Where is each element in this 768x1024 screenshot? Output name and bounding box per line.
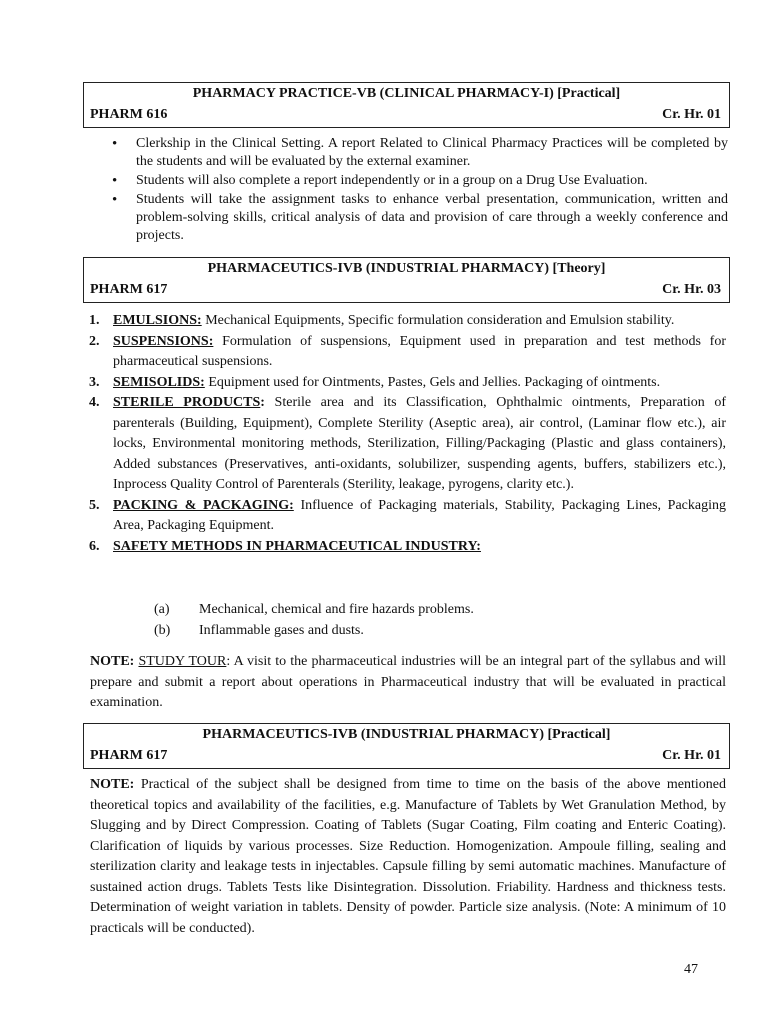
course-title: PHARMACY PRACTICE-VB (CLINICAL PHARMACY-I) [Practical] — [192, 86, 621, 101]
page-number: 47 — [684, 962, 698, 977]
topic-heading: STERILE PRODUCTS — [113, 395, 261, 410]
topic-text: Formulation of suspensions, Equipment used in preparation and test methods for pharmaceutical suspensions. — [113, 333, 726, 369]
list-item — [89, 537, 726, 558]
list-item: • Students will take the assignment tasks to enhance verbal presentation, communication, written and problem-solving skills, critical analysis of data and provision of care through a weekly conference and projects. — [108, 191, 728, 245]
sub-item-letter: (b) — [154, 623, 171, 638]
topic-heading-colon: : — [260, 395, 265, 410]
topic-text: Sterile area and its Classification, Ophthalmic ointments, Preparation of parenterals (Building, Equipment), Complete Sterility (Aseptic area), air control, (Laminar flow etc.), air locks, Environmental monitoring methods, Sterilization, Filling/Packaging (Plastic and glass containers), Added substances (Preservatives, anti-oxidants, solubilizer, suspending agents, buffers, stabilizers etc.), Inprocess Quality Control of Parenterals (Sterility, leakage, pyrogens, clarity etc.). — [113, 395, 727, 492]
credit-hours: Cr. Hr. 01 — [662, 107, 721, 122]
item-number: 6. — [89, 538, 100, 554]
course-title: PHARMACEUTICS-IVB (INDUSTRIAL PHARMACY) [Practical] — [202, 727, 611, 742]
topic-text: Mechanical Equipments, Specific formulation consideration and Emulsion stability. — [201, 313, 675, 328]
list-item: • Clerkship in the Clinical Setting. A report Related to Clinical Pharmacy Practices will be completed by the students and will be evaluated by the external examiner. — [108, 135, 728, 171]
sub-item-text: Mechanical, chemical and fire hazards problems. — [199, 602, 474, 617]
course-header-box — [83, 257, 730, 303]
bullet-list — [108, 135, 728, 246]
item-number: 4. — [89, 395, 100, 410]
course-code: PHARM 617 — [90, 282, 168, 297]
sub-item-letter: (a) — [154, 602, 170, 617]
note-underlined: STUDY TOUR — [138, 654, 227, 669]
study-tour-note — [90, 652, 726, 714]
topic-heading: SEMISOLIDS: — [113, 374, 205, 390]
topic-heading: PACKING & PACKAGING: — [113, 497, 294, 513]
credit-hours: Cr. Hr. 03 — [662, 282, 721, 297]
note-text: Practical of the subject shall be designed from time to time on the basis of the above mentioned theoretical topics and availability of the facilities, e.g. Manufacture of Tablets by Wet Granulation Method, by Slugging and by Direct Compression. Coating of Tablets (Sugar Coating, Film coating and Enteric Coating). Clarification of liquids by various processes. Size Reduction. Homogenization. Ampoule filling, sealing and sterilization clarity and leakage tests in injectables. Capsule filling by semi automatic machines. Manufacture of sustained action drugs. Tablets Tests like Disintegration. Dissolution. Friability. Hardness and thickness tests. Determination of weight variation in tablets. Density of powder. Particle size analysis. (Note: A minimum of 10 practicals will be conducted). — [90, 777, 726, 936]
note-label: NOTE: — [90, 654, 135, 669]
list-item — [89, 393, 726, 496]
sub-list-item — [154, 620, 654, 641]
credit-hours: Cr. Hr. 01 — [662, 748, 721, 763]
item-number: 3. — [89, 374, 100, 390]
course-header-box — [83, 82, 730, 128]
topic-text: Equipment used for Ointments, Pastes, Gels and Jellies. Packaging of ointments. — [204, 374, 661, 390]
item-number: 5. — [89, 497, 100, 513]
list-item — [89, 311, 726, 332]
item-number: 2. — [89, 333, 100, 349]
sub-list — [154, 599, 654, 641]
sub-item-text: Inflammable gases and dusts. — [199, 623, 364, 638]
topic-list — [89, 311, 726, 557]
topic-heading: SAFETY METHODS IN PHARMACEUTICAL INDUSTRY: — [113, 538, 481, 554]
course-title: PHARMACEUTICS-IVB (INDUSTRIAL PHARMACY) [Theory] — [207, 261, 606, 276]
topic-heading: EMULSIONS: — [113, 313, 202, 328]
course-header-box — [83, 723, 730, 769]
list-item — [89, 373, 726, 394]
list-item — [89, 496, 726, 537]
course-code: PHARM 617 — [90, 748, 168, 763]
item-number: 1. — [89, 313, 100, 328]
list-item: • Students will also complete a report independently or in a group on a Drug Use Evaluation. — [108, 172, 728, 190]
sub-list-item — [154, 599, 654, 620]
practical-note — [90, 775, 726, 939]
note-text: : A visit to the pharmaceutical industries will be an integral part of the syllabus and will prepare and submit a report about operations in Pharmaceutical industry that will be evaluated in practical examination. — [90, 654, 727, 710]
course-code: PHARM 616 — [90, 107, 168, 122]
topic-text: Influence of Packaging materials, Stability, Packaging Lines, Packaging Area, Packaging Equipment. — [113, 497, 726, 533]
list-item — [89, 332, 726, 373]
topic-heading: SUSPENSIONS: — [113, 333, 214, 349]
note-label: NOTE: — [90, 777, 135, 792]
